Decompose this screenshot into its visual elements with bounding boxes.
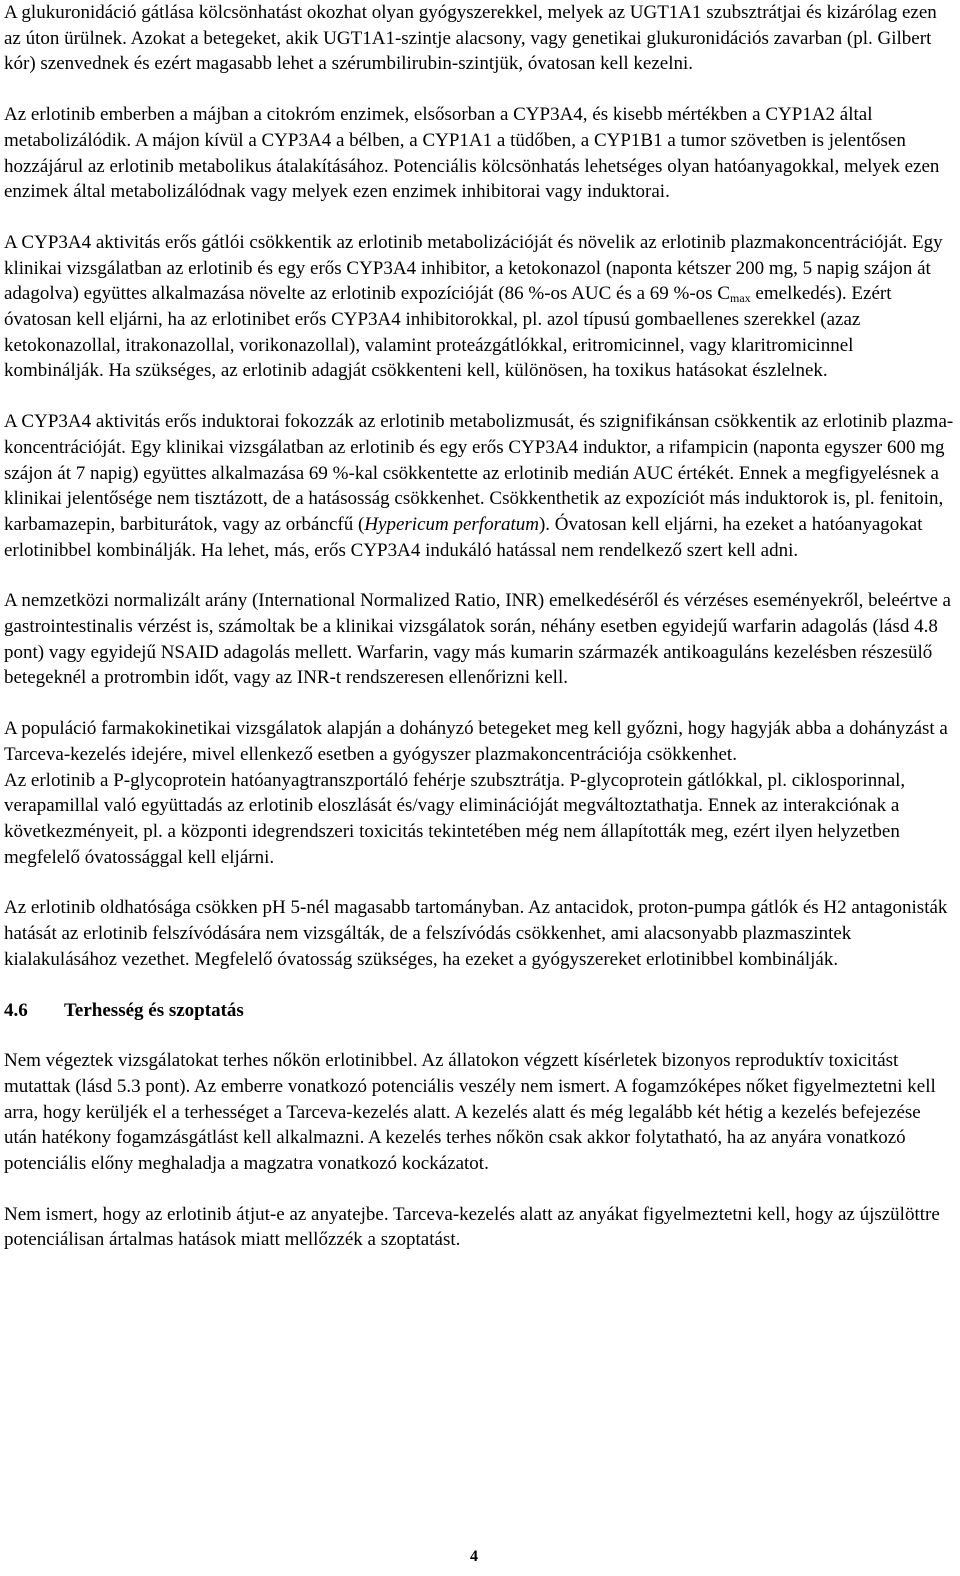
paragraph-inr: A nemzetközi normalizált arány (International Normalized Ratio, INR) emelkedéséről és vérzéses eseményekről, beleértve a gastrointestinalis vérzést is, számoltak be a klinikai vizsgálatok során, néhány esetben egyidejű warfarin adagolás (lásd 4.8 pont) vagy egyidejű NSAID adagolás mellett. Warfarin, vagy más kumarin származék antikoaguláns kezelésben részesülő betegeknél a protrombin időt, vagy az INR-t rendszeresen ellenőrizni kell. — [4, 590, 951, 689]
p3-text-a: A CYP3A4 aktivitás erős gátlói csökkentik az erlotinib metabolizációját és növelik az erlotinib plazmakoncentrációját. Egy klinikai vizsgálatban az erlotinib és egy erős CYP3A4 inhibitor, a ketokonazol (naponta kétszer 200 mg, 5 napig szájon át adagolva) együttes alkalmazása növelte az erlotinib expozícióját (86 %-os AUC és a 69 %-os C — [4, 231, 943, 305]
section-number: 4.6 — [4, 999, 28, 1021]
paragraph-cyp3a4-inhibitors — [4, 230, 954, 384]
document-page — [4, 0, 954, 1253]
paragraph-smoking: A populáció farmakokinetikai vizsgálatok alapján a dohányzó betegeket meg kell győzni, hogy hagyják abba a dohányzást a Tarceva-kezelés idejére, mivel ellenkező esetben a gyógyszer plazmakoncentrációja csökkenhet. — [4, 718, 948, 765]
paragraph-breastfeeding: Nem ismert, hogy az erlotinib átjut-e az anyatejbe. Tarceva-kezelés alatt az anyákat figyelmeztetni kell, hogy az újszülöttre potenciálisan ártalmas hatások miatt mellőzzék a szoptatást. — [4, 1203, 940, 1251]
page-number: 4 — [470, 1548, 478, 1565]
paragraph-cyp-metabolism: Az erlotinib emberben a májban a citokróm enzimek, elsősorban a CYP3A4, és kisebb mértékben a CYP1A2 által metabolizálódik. A májon kívül a CYP3A4 a bélben, a CYP1A1 a tüdőben, a CYP1B1 a tumor szövetben is jelentősen hozzájárul az erlotinib metabolikus átalakításához. Potenciális kölcsönhatás lehetséges olyan hatóanyagokkal, melyek ezen enzimek által metabolizálódnak vagy melyek ezen enzimek inhibitorai vagy induktorai. — [4, 104, 940, 203]
paragraph-pregnancy: Nem végeztek vizsgálatokat terhes nőkön erlotinibbel. Az állatokon végzett kísérletek bizonyos reproduktív toxicitást mutattak (lásd 5.3 pont). Az emberre vonatkozó potenciális veszély nem ismert. A fogamzóképes nőket figyelmeztetni kell arra, hogy kerüljék el a terhességet a Tarceva-kezelés alatt. A kezelés alatt és még legalább két hétig a kezelés befejezése után hatékony fogamzásgátlást kell alkalmazni. A kezelés terhes nőkön csak akkor folytatható, ha az anyára vonatkozó potenciális előny meghaladja a magzatra vonatkozó kockázatot. — [4, 1050, 936, 1175]
section-title: Terhesség és szoptatás — [64, 999, 244, 1021]
p3-text-b: emelkedés). Ezért óvatosan kell eljárni, ha az erlotinibet erős CYP3A4 inhibitorokkal, pl. azol típusú gombaellenes szerekkel (azaz ketokonazollal, itrakonazollal, vorikonazollal), valamint proteázgátlókkal, eritromicinnel, vagy klaritromicinnel kombinálják. Ha szükséges, az erlotinib adagját csökkenteni kell, különösen, ha toxikus hatásokat észlelnek. — [4, 283, 892, 382]
paragraph-glucuronidation: A glukuronidáció gátlása kölcsönhatást okozhat olyan gyógyszerekkel, melyek az UGT1A1 szubsztrátjai és kizárólag ezen az úton ürülnek. Azokat a betegeket, akik UGT1A1-szintje alacsony, vagy genetikai glukuronidációs zavarban (pl. Gilbert kór) szenvednek és ezért magasabb lehet a szérumbilirubin-szintjük, óvatosan kell kezelni. — [4, 2, 937, 75]
paragraph-p-glycoprotein: Az erlotinib a P-glycoprotein hatóanyagtranszportáló fehérje szubsztrátja. P-glycoprotein gátlókkal, pl. ciklosporinnal, verapamillal való együttadás az erlotinib eloszlását és/vagy eliminációját megváltoztathatja. Ennek az interakciónak a következményeit, pl. a központi idegrendszeri toxicitás tekintetében még nem állapították meg, ezért ilyen helyzetben megfelelő óvatossággal kell eljárni. — [4, 769, 906, 868]
paragraph-cyp3a4-inducers — [4, 409, 954, 563]
p4-text-a: A CYP3A4 aktivitás erős induktorai fokozzák az erlotinib metabolizmusát, és szignifikánsan csökkentik az erlotinib plazma-koncentrációját. Egy klinikai vizsgálatban az erlotinib és egy erős CYP3A4 induktor, a rifampicin (naponta egyszer 600 mg szájon át 7 napig) együttes alkalmazása 69 %-kal csökkentette az erlotinib medián AUC értékét. Ennek a megfigyelésnek a klinikai jelentősége nem tisztázott, de a hatásosság csökkenhet. Csökkenthetik az expozíciót más induktorok is, pl. fenitoin, karbamazepin, barbiturátok, vagy az orbáncfű ( — [4, 411, 954, 535]
section-heading — [4, 998, 954, 1024]
cmax-subscript: max — [730, 291, 751, 306]
paragraph-solubility: Az erlotinib oldhatósága csökken pH 5-nél magasabb tartományban. Az antacidok, proton-pumpa gátlók és H2 antagonisták hatását az erlotinib felszívódására nem vizsgálták, de a felszívódás csökkenhet, ami alacsonyabb plazmaszintek kialakulásához vezethet. Megfelelő óvatosság szükséges, ha ezeket a gyógyszereket erlotinibbel kombinálják. — [4, 897, 948, 970]
p4-text-b: ). Óvatosan kell eljárni, ha ezeket a hatóanyagokat erlotinibbel kombinálják. Ha lehet, más, erős CYP3A4 indukáló hatással nem rendelkező szert kell adni. — [4, 513, 923, 561]
hypericum-italic: Hypericum perforatum — [364, 513, 539, 535]
